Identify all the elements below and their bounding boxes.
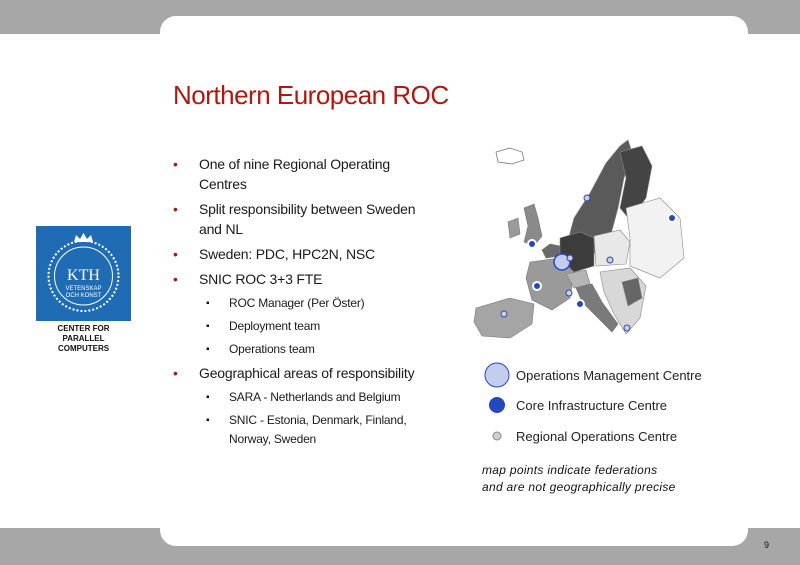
bullet-item: • Sweden: PDC, HPC2N, NSC: [173, 244, 438, 264]
omc-marker-icon: [482, 361, 512, 389]
sub-bullet-item: ▪ Deployment team: [173, 317, 438, 336]
sub-bullet-item: ▪ SNIC - Estonia, Denmark, Finland, Norway, Sweden: [173, 411, 438, 449]
legend-label: Core Infrastructure Centre: [516, 397, 668, 413]
bullet-item: • SNIC ROC 3+3 FTE: [173, 269, 438, 289]
logo-caption: CENTER FOR PARALLEL COMPUTERS: [57, 324, 110, 353]
legend-omc: [482, 361, 702, 389]
bullet-item: • Split responsibility between Sweden and NL: [173, 199, 438, 239]
note-line: map points indicate federations: [482, 463, 658, 477]
kth-logo-text: KTH: [67, 267, 100, 284]
slide-title: Northern European ROC: [173, 80, 449, 110]
bullet-item: • One of nine Regional Operating Centres: [173, 154, 438, 194]
bullet-list: [173, 154, 438, 453]
svg-text:OCH KONST: OCH KONST: [65, 293, 102, 299]
sub-bullet-item: ▪ Operations team: [173, 340, 438, 359]
europe-map: [470, 138, 710, 348]
sub-bullet-item: ▪ ROC Manager (Per Öster): [173, 294, 438, 313]
legend-label: Regional Operations Centre: [516, 428, 678, 444]
cic-marker-icon: [482, 395, 512, 415]
note-line: and are not geographically precise: [482, 480, 676, 494]
legend-label: Operations Management Centre: [516, 367, 702, 383]
bullet-item: • Geographical areas of responsibility: [173, 363, 438, 383]
roc-marker-icon: [482, 426, 512, 446]
page-number: 9: [764, 540, 770, 550]
map-note: [482, 462, 676, 496]
legend-roc: [482, 426, 677, 446]
svg-text:VETENSKAP: VETENSKAP: [65, 286, 102, 292]
kth-logo: [36, 226, 131, 321]
legend-cic: [482, 395, 667, 415]
sub-bullet-item: ▪ SARA - Netherlands and Belgium: [173, 388, 438, 407]
